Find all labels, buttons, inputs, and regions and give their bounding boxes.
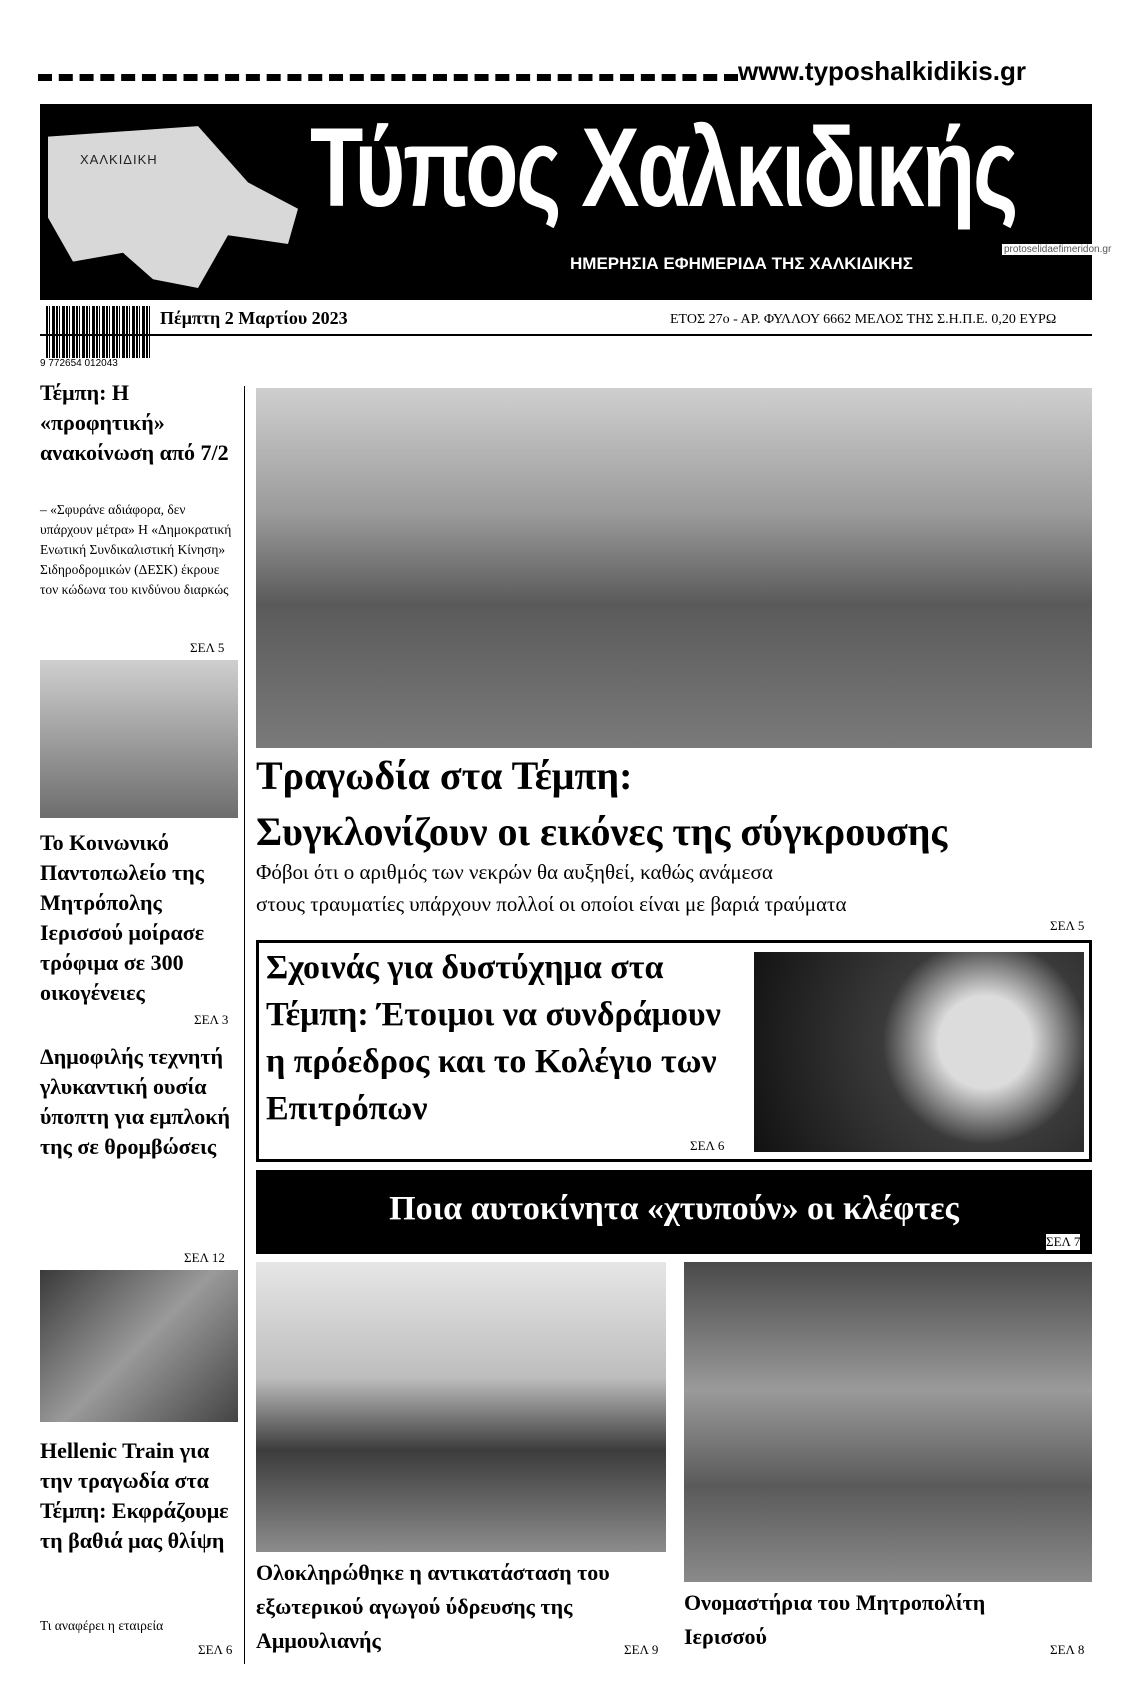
water-pipe-photo[interactable] — [256, 1262, 666, 1552]
barcode-number: 9 772654 012043 — [40, 358, 118, 369]
box-story-text[interactable]: Σχοινάς για δυστύχημα στα Τέμπη: Έτοιμοι να συνδράμουν η πρόεδρος και το Κολέγιο των Επιτρόπων — [266, 949, 721, 1127]
sidebar-story-4-title[interactable]: Hellenic Train για την τραγωδία στα Τέμπη: Εκφράζουμε τη βαθιά μας θλίψη — [40, 1438, 229, 1553]
sidebar-photo-2[interactable] — [40, 1270, 238, 1422]
issue-info: ΕΤΟΣ 27ο - ΑΡ. ΦΥΛΛΟΥ 6662 ΜΕΛΟΣ ΤΗΣ Σ.Η.Π.Ε. 0,20 ΕΥΡΩ — [670, 312, 1057, 327]
sidebar-story-3-page: ΣΕΛ 12 — [184, 1250, 225, 1265]
issue-date: Πέμπτη 2 Μαρτίου 2023 — [160, 308, 348, 328]
main-lede-line-1: Φόβοι ότι ο αριθμός των νεκρών θα αυξηθεί, καθώς ανάμεσα — [256, 860, 773, 884]
map-label: ΧΑΛΚΙΔΙΚΗ — [80, 152, 158, 167]
site-url[interactable]: www.typoshalkidikis.gr — [738, 56, 1026, 86]
nameday-page: ΣΕΛ 8 — [1050, 1642, 1085, 1657]
sidebar-story-3-title[interactable]: Δημοφιλής τεχνητή γλυκαντική ουσία ύποπτη για εμπλοκή της σε θρομβώσεις — [40, 1044, 230, 1159]
main-headline-line-1: Τραγωδία στα Τέμπη: — [256, 753, 633, 798]
box-story-photo[interactable] — [754, 952, 1084, 1152]
sidebar-story-2-title[interactable]: Το Κοινωνικό Παντοπωλείο της Μητρόπολης Ιερισσού μοίρασε τρόφιμα σε 300 οικογένειες — [40, 830, 205, 1005]
water-pipe-caption[interactable]: Ολοκληρώθηκε η αντικατάσταση του εξωτερικού αγωγού ύδρευσης της Αμμουλιανής — [256, 1560, 610, 1653]
newspaper-subtitle: ΗΜΕΡΗΣΙΑ ΕΦΗΜΕΡΙΔΑ ΤΗΣ ΧΑΛΚΙΔΙΚΗΣ — [570, 254, 913, 273]
header-rule — [40, 334, 1092, 336]
cars-band-page: ΣΕΛ 7 — [1046, 1234, 1081, 1249]
water-pipe-page: ΣΕΛ 9 — [624, 1642, 659, 1657]
box-story-page: ΣΕΛ 6 — [690, 1138, 725, 1153]
main-headline[interactable] — [256, 748, 947, 860]
column-rule — [244, 386, 245, 1664]
barcode-icon — [46, 306, 152, 358]
watermark: protoselidaefimeridon.gr — [1004, 244, 1112, 255]
sidebar-story-4-body: Τι αναφέρει η εταιρεία — [40, 1618, 164, 1633]
sidebar-photo-1[interactable] — [40, 660, 238, 818]
decorative-dashes — [38, 74, 738, 81]
sidebar-story-1-title[interactable]: Τέμπη: Η «προφητική» ανακοίνωση από 7/2 — [40, 380, 229, 465]
main-lede-line-2: στους τραυματίες υπάρχουν πολλοί οι οποίοι είναι με βαριά τραύματα — [256, 892, 847, 916]
newspaper-title: Τύπος Χαλκιδικής — [310, 105, 1017, 230]
sidebar-story-1-page: ΣΕΛ 5 — [190, 640, 225, 655]
cars-band-text[interactable]: Ποια αυτοκίνητα «χτυπούν» οι κλέφτες — [389, 1190, 959, 1227]
main-train-photo[interactable] — [256, 388, 1092, 748]
nameday-caption[interactable]: Ονομαστήρια του Μητροπολίτη Ιερισσού — [684, 1590, 986, 1649]
sidebar-story-2-page: ΣΕΛ 3 — [194, 1012, 229, 1027]
nameday-photo[interactable] — [684, 1262, 1092, 1582]
main-headline-line-2: Συγκλονίζουν οι εικόνες της σύγκρουσης — [256, 809, 948, 854]
sidebar-story-4-page: ΣΕΛ 6 — [198, 1642, 233, 1657]
sidebar-story-1-body: – «Σφυράνε αδιάφορα, δεν υπάρχουν μέτρα» Η «Δημοκρατική Ενωτική Συνδικαλιστική Κίνηση» Σιδηροδρομικών (ΔΕΣΚ) έκρουε τον κώδωνα του κινδύνου διαρκώς — [40, 502, 232, 597]
main-lede — [256, 856, 846, 920]
main-page: ΣΕΛ 5 — [1050, 918, 1085, 933]
